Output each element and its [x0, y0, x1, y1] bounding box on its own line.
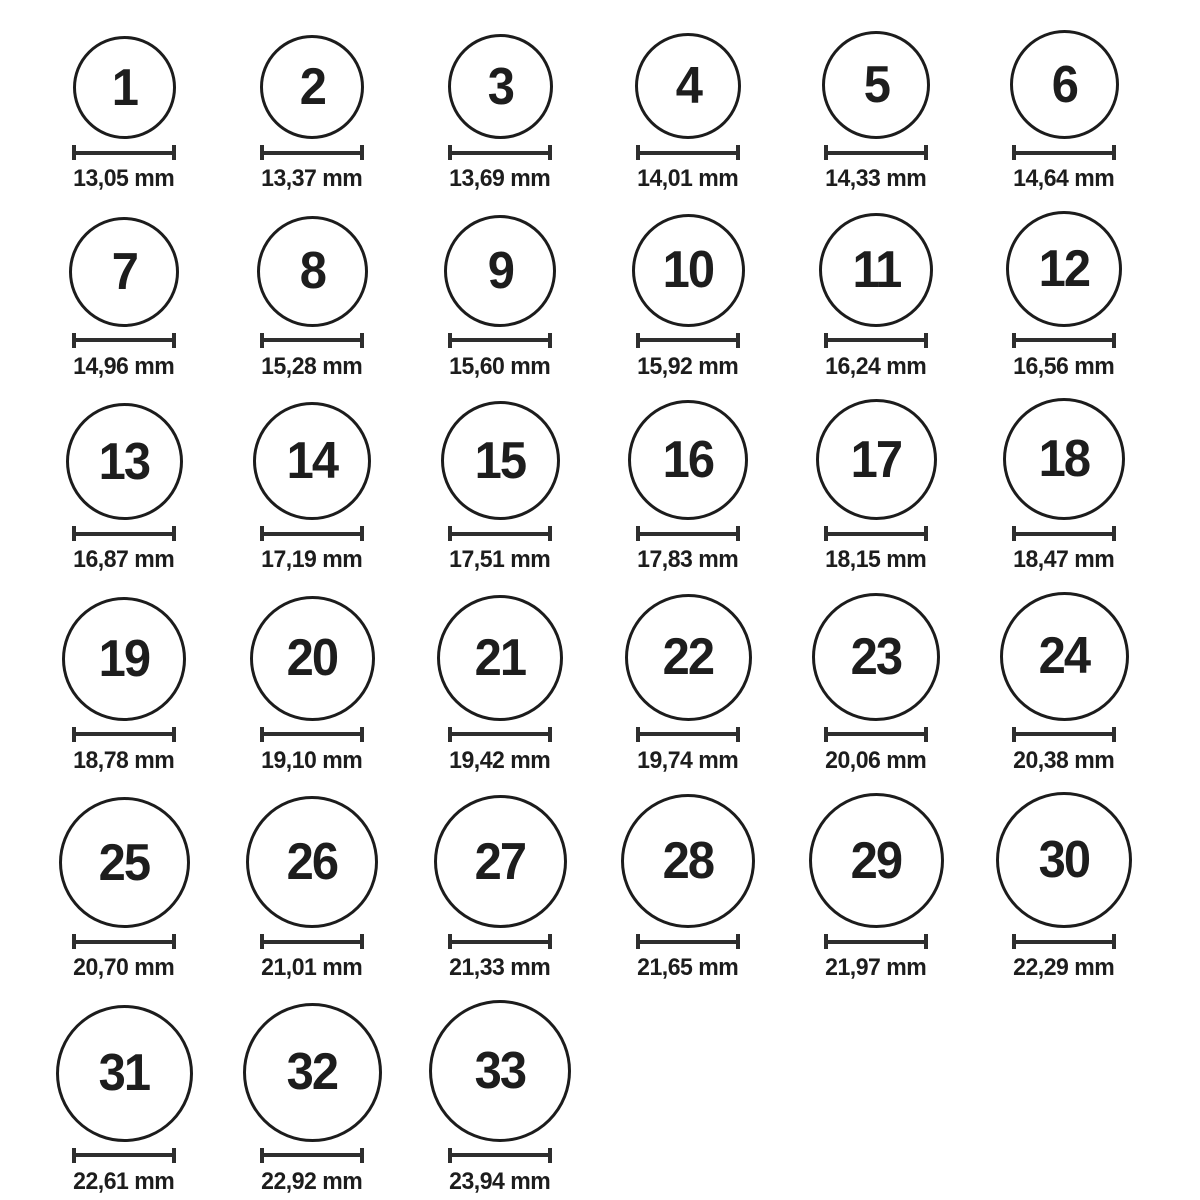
measure-bar	[264, 338, 360, 342]
ring-size-number: 9	[487, 241, 513, 300]
ring-size-number: 14	[286, 432, 338, 491]
ring-size-number: 5	[863, 56, 889, 114]
diameter-label: 14,64 mm	[1013, 165, 1115, 192]
diameter-measure-line	[260, 333, 364, 348]
diameter-measure-line	[1012, 333, 1116, 348]
measure-bar	[828, 338, 924, 342]
measure-bar	[264, 1153, 360, 1157]
ring-circle	[434, 795, 567, 928]
ring-size-number: 12	[1038, 239, 1090, 298]
diameter-measure-line	[636, 526, 740, 541]
ring-size-cell	[30, 36, 218, 193]
ring-size-number: 20	[286, 629, 338, 688]
measure-bar	[76, 732, 172, 736]
diameter-measure-line	[636, 333, 740, 348]
measure-bar	[828, 940, 924, 944]
diameter-measure-line	[72, 934, 176, 949]
ring-size-number: 16	[662, 431, 714, 490]
ring-size-cell	[30, 597, 218, 775]
diameter-label: 22,92 mm	[261, 1167, 363, 1195]
diameter-label: 21,65 mm	[637, 954, 739, 982]
diameter-measure-line	[72, 145, 176, 160]
diameter-measure-line	[448, 333, 552, 348]
diameter-label: 16,56 mm	[1013, 352, 1115, 380]
ring-circle	[812, 593, 940, 721]
ring-circle	[62, 597, 186, 721]
diameter-label: 20,06 mm	[825, 746, 927, 774]
diameter-label: 13,37 mm	[261, 165, 363, 192]
measure-bar	[640, 732, 736, 736]
ring-circle	[1010, 30, 1119, 139]
ring-size-number: 31	[98, 1044, 150, 1103]
ring-circle	[816, 399, 937, 520]
diameter-measure-line	[260, 526, 364, 541]
ring-size-number: 4	[675, 57, 701, 115]
measure-bar	[1016, 532, 1112, 536]
diameter-measure-line	[636, 727, 740, 742]
diameter-label: 14,96 mm	[73, 352, 175, 380]
diameter-measure-line	[636, 934, 740, 949]
ring-size-number: 8	[299, 242, 325, 301]
diameter-label: 21,97 mm	[825, 954, 927, 982]
ring-circle	[73, 36, 176, 139]
diameter-measure-line	[448, 934, 552, 949]
ring-size-number: 2	[299, 58, 325, 116]
diameter-measure-line	[1012, 727, 1116, 742]
ring-size-number: 1	[111, 58, 137, 117]
measure-bar	[640, 940, 736, 944]
diameter-measure-line	[260, 934, 364, 949]
measure-bar	[452, 338, 548, 342]
measure-bar	[1016, 732, 1112, 736]
ring-size-number: 22	[662, 628, 714, 687]
diameter-label: 21,33 mm	[449, 954, 551, 982]
ring-size-number: 21	[474, 628, 526, 687]
diameter-measure-line	[824, 333, 928, 348]
diameter-measure-line	[824, 145, 928, 160]
measure-bar	[640, 532, 736, 536]
diameter-label: 23,94 mm	[449, 1167, 551, 1195]
diameter-measure-line	[72, 1148, 176, 1163]
ring-circle	[246, 796, 378, 928]
ring-size-number: 3	[487, 57, 513, 116]
diameter-label: 15,60 mm	[449, 352, 551, 380]
diameter-label: 15,92 mm	[637, 352, 739, 380]
ring-circle	[250, 596, 375, 721]
ring-size-cell	[30, 403, 218, 574]
measure-bar	[452, 1153, 548, 1157]
ring-circle	[1003, 398, 1125, 520]
measure-bar	[264, 732, 360, 736]
ring-size-cell	[406, 215, 594, 381]
measure-bar	[1016, 940, 1112, 944]
measure-bar	[828, 732, 924, 736]
diameter-measure-line	[260, 727, 364, 742]
diameter-measure-line	[824, 934, 928, 949]
ring-size-number: 17	[850, 430, 902, 489]
diameter-label: 20,38 mm	[1013, 746, 1115, 774]
ring-circle	[809, 793, 944, 928]
ring-circle	[632, 214, 745, 327]
diameter-label: 14,01 mm	[637, 165, 739, 192]
ring-circle	[996, 792, 1132, 928]
measure-bar	[1016, 338, 1112, 342]
diameter-label: 16,87 mm	[73, 546, 175, 574]
ring-size-cell	[594, 794, 782, 982]
ring-size-number: 18	[1038, 430, 1090, 489]
ring-size-number: 26	[286, 833, 338, 892]
measure-bar	[452, 151, 548, 155]
measure-bar	[264, 940, 360, 944]
measure-bar	[76, 1153, 172, 1157]
diameter-measure-line	[72, 727, 176, 742]
ring-size-cell	[30, 1005, 218, 1196]
ring-size-cell	[218, 1003, 406, 1196]
ring-size-number: 10	[662, 241, 714, 300]
ring-size-number: 7	[111, 242, 137, 301]
diameter-label: 17,83 mm	[637, 546, 739, 574]
diameter-measure-line	[824, 727, 928, 742]
ring-size-cell	[406, 1000, 594, 1196]
ring-circle	[257, 216, 368, 327]
ring-circle	[448, 34, 553, 139]
ring-circle	[56, 1005, 193, 1142]
ring-size-cell	[782, 31, 970, 193]
diameter-label: 18,78 mm	[73, 746, 175, 774]
ring-size-cell	[594, 400, 782, 574]
diameter-label: 16,24 mm	[825, 352, 927, 380]
ring-size-cell	[970, 30, 1158, 193]
ring-circle	[429, 1000, 571, 1142]
ring-size-cell	[594, 33, 782, 193]
ring-size-cell	[782, 213, 970, 381]
diameter-measure-line	[260, 145, 364, 160]
ring-size-cell	[218, 216, 406, 381]
ring-size-cell	[782, 593, 970, 775]
ring-size-cell	[218, 596, 406, 775]
ring-size-number: 11	[852, 240, 900, 299]
ring-size-number: 32	[286, 1043, 338, 1102]
diameter-label: 22,29 mm	[1013, 954, 1115, 982]
measure-bar	[640, 151, 736, 155]
ring-size-cell	[594, 594, 782, 775]
measure-bar	[828, 151, 924, 155]
ring-size-cell	[218, 402, 406, 574]
diameter-label: 19,42 mm	[449, 746, 551, 774]
ring-circle	[822, 31, 930, 139]
ring-size-number: 19	[98, 629, 150, 688]
ring-circle	[628, 400, 748, 520]
ring-size-number: 28	[662, 832, 714, 891]
measure-bar	[828, 532, 924, 536]
ring-size-number: 27	[474, 832, 526, 891]
diameter-measure-line	[72, 526, 176, 541]
diameter-measure-line	[260, 1148, 364, 1163]
measure-bar	[640, 338, 736, 342]
diameter-measure-line	[1012, 526, 1116, 541]
ring-size-number: 15	[474, 431, 526, 490]
ring-size-cell	[406, 595, 594, 775]
ring-circle	[59, 797, 190, 928]
measure-bar	[76, 940, 172, 944]
diameter-measure-line	[448, 1148, 552, 1163]
diameter-label: 20,70 mm	[73, 954, 175, 982]
ring-size-number: 13	[98, 432, 150, 491]
ring-circle	[260, 35, 364, 139]
ring-circle	[621, 794, 755, 928]
ring-size-cell	[970, 792, 1158, 982]
diameter-measure-line	[1012, 145, 1116, 160]
ring-size-cell	[406, 401, 594, 574]
ring-size-cell	[782, 399, 970, 574]
measure-bar	[264, 532, 360, 536]
ring-circle	[1000, 592, 1129, 721]
measure-bar	[452, 940, 548, 944]
ring-size-cell	[218, 796, 406, 982]
ring-size-cell	[970, 398, 1158, 574]
diameter-label: 18,15 mm	[825, 546, 927, 574]
ring-circle	[444, 215, 556, 327]
ring-circle	[69, 217, 179, 327]
ring-size-cell	[594, 214, 782, 381]
ring-circle	[441, 401, 560, 520]
ring-size-cell	[406, 795, 594, 982]
ring-size-cell	[970, 211, 1158, 381]
ring-circle	[243, 1003, 382, 1142]
diameter-label: 14,33 mm	[825, 165, 927, 192]
diameter-label: 15,28 mm	[261, 352, 363, 380]
diameter-measure-line	[448, 145, 552, 160]
ring-size-number: 24	[1038, 627, 1090, 686]
ring-size-number: 25	[98, 833, 150, 892]
ring-circle	[437, 595, 563, 721]
diameter-measure-line	[824, 526, 928, 541]
diameter-label: 22,61 mm	[73, 1167, 175, 1195]
ring-size-cell	[30, 797, 218, 982]
ring-circle	[253, 402, 371, 520]
ring-size-cell	[30, 217, 218, 381]
ring-circle	[66, 403, 183, 520]
diameter-label: 19,74 mm	[637, 746, 739, 774]
diameter-measure-line	[636, 145, 740, 160]
diameter-label: 17,19 mm	[261, 546, 363, 574]
diameter-measure-line	[72, 333, 176, 348]
ring-circle	[625, 594, 752, 721]
measure-bar	[76, 338, 172, 342]
ring-circle	[635, 33, 741, 139]
ring-size-cell	[782, 793, 970, 982]
diameter-label: 19,10 mm	[261, 746, 363, 774]
ring-circle	[819, 213, 933, 327]
diameter-label: 13,05 mm	[73, 165, 175, 192]
ring-size-number: 33	[474, 1041, 526, 1100]
diameter-measure-line	[1012, 934, 1116, 949]
ring-size-number: 23	[850, 627, 902, 686]
measure-bar	[452, 732, 548, 736]
ring-size-number: 30	[1038, 831, 1090, 890]
diameter-label: 13,69 mm	[449, 165, 551, 192]
measure-bar	[264, 151, 360, 155]
ring-size-cell	[970, 592, 1158, 775]
ring-circle	[1006, 211, 1122, 327]
diameter-measure-line	[448, 526, 552, 541]
ring-size-number: 6	[1051, 55, 1077, 114]
measure-bar	[1016, 151, 1112, 155]
ring-size-cell	[218, 35, 406, 193]
diameter-label: 17,51 mm	[449, 546, 551, 574]
measure-bar	[452, 532, 548, 536]
ring-size-number: 29	[850, 831, 902, 890]
ring-size-cell	[406, 34, 594, 193]
measure-bar	[76, 532, 172, 536]
diameter-measure-line	[448, 727, 552, 742]
measure-bar	[76, 151, 172, 155]
diameter-label: 18,47 mm	[1013, 546, 1115, 574]
diameter-label: 21,01 mm	[261, 954, 363, 982]
